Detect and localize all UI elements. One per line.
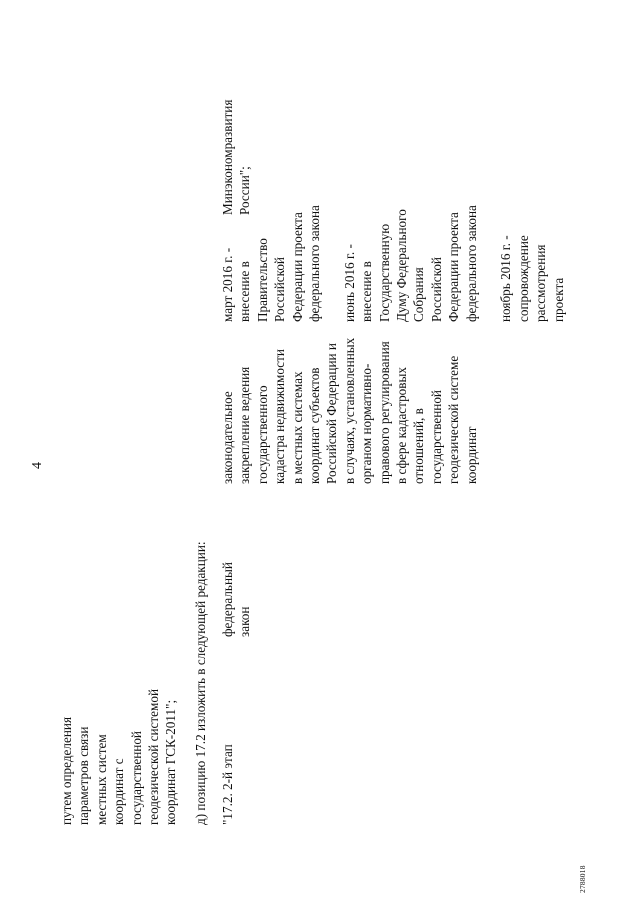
text-line: правового регулирования (376, 341, 392, 484)
page-number: 4 (30, 462, 45, 469)
text-line: федерального закона (463, 205, 479, 322)
text-line: путем определения (59, 716, 74, 825)
text-line: органом нормативно- (359, 363, 375, 484)
text-line: июнь 2016 г. - (341, 244, 357, 322)
text-line: законодательное (220, 391, 235, 484)
text-line: геодезической системе (446, 355, 462, 484)
deadline-group (219, 205, 323, 322)
text-line: государственной (128, 731, 144, 825)
text-line: в сфере кадастровых (394, 367, 410, 484)
document-type-column (219, 562, 254, 637)
text-line: Российской (428, 257, 444, 322)
text-line: внесение в (237, 261, 253, 322)
text-line: ноябрь 2016 г. - (498, 235, 514, 322)
text-line: Правительство (254, 238, 270, 322)
item-d-instruction: д) позицию 17.2 изложить в следующей редакции: (193, 541, 208, 825)
text-line: Собрания (411, 267, 427, 322)
row-label: "17.2. 2-й этап (220, 744, 235, 825)
text-line: координат субъектов (307, 367, 323, 484)
text-line: параметров связи (76, 726, 92, 825)
text-line: координат с (111, 758, 127, 825)
text-line: федерального закона (307, 205, 323, 322)
text-line: в местных системах (289, 371, 305, 484)
deadline-group (497, 205, 567, 322)
description-column (219, 338, 480, 484)
deadlines-column (219, 205, 584, 322)
text-line: Российской Федерации и (324, 343, 340, 484)
text-line: закрепление ведения (237, 366, 253, 484)
text-line: координат (463, 426, 479, 484)
text-line: федеральный (220, 562, 235, 637)
text-line: закон (237, 606, 253, 637)
text-line: рассмотрения (533, 244, 549, 322)
text-line: Минэкономразвития (220, 99, 235, 215)
text-line: Государственную (376, 223, 392, 322)
previous-item-text (58, 689, 180, 825)
text-line: государственного (254, 385, 270, 484)
text-line: координат ГСК-2011"; (163, 699, 179, 825)
text-line: отношений, в (411, 408, 427, 484)
text-line: Российской (272, 257, 288, 322)
text-line: март 2016 г. - (220, 247, 235, 322)
text-line: местных систем (93, 734, 109, 825)
responsible-column (219, 100, 254, 215)
text-line: Федерации проекта (289, 212, 305, 322)
text-line: в случаях, установленных (341, 337, 357, 484)
text-line: России"; (237, 166, 253, 215)
text-line: Федерации проекта (446, 212, 462, 322)
text-line: государственной (428, 390, 444, 484)
text-line: кадастра недвижимости (272, 349, 288, 484)
text-line: геодезической системой (146, 688, 162, 825)
text-line: внесение в (359, 261, 375, 322)
deadline-group (341, 205, 480, 322)
text-line: проекта (550, 277, 566, 322)
text-line: сопровождение (515, 235, 531, 322)
document-code: 2788018 (578, 865, 587, 893)
text-line: Думу Федерального (394, 209, 410, 322)
